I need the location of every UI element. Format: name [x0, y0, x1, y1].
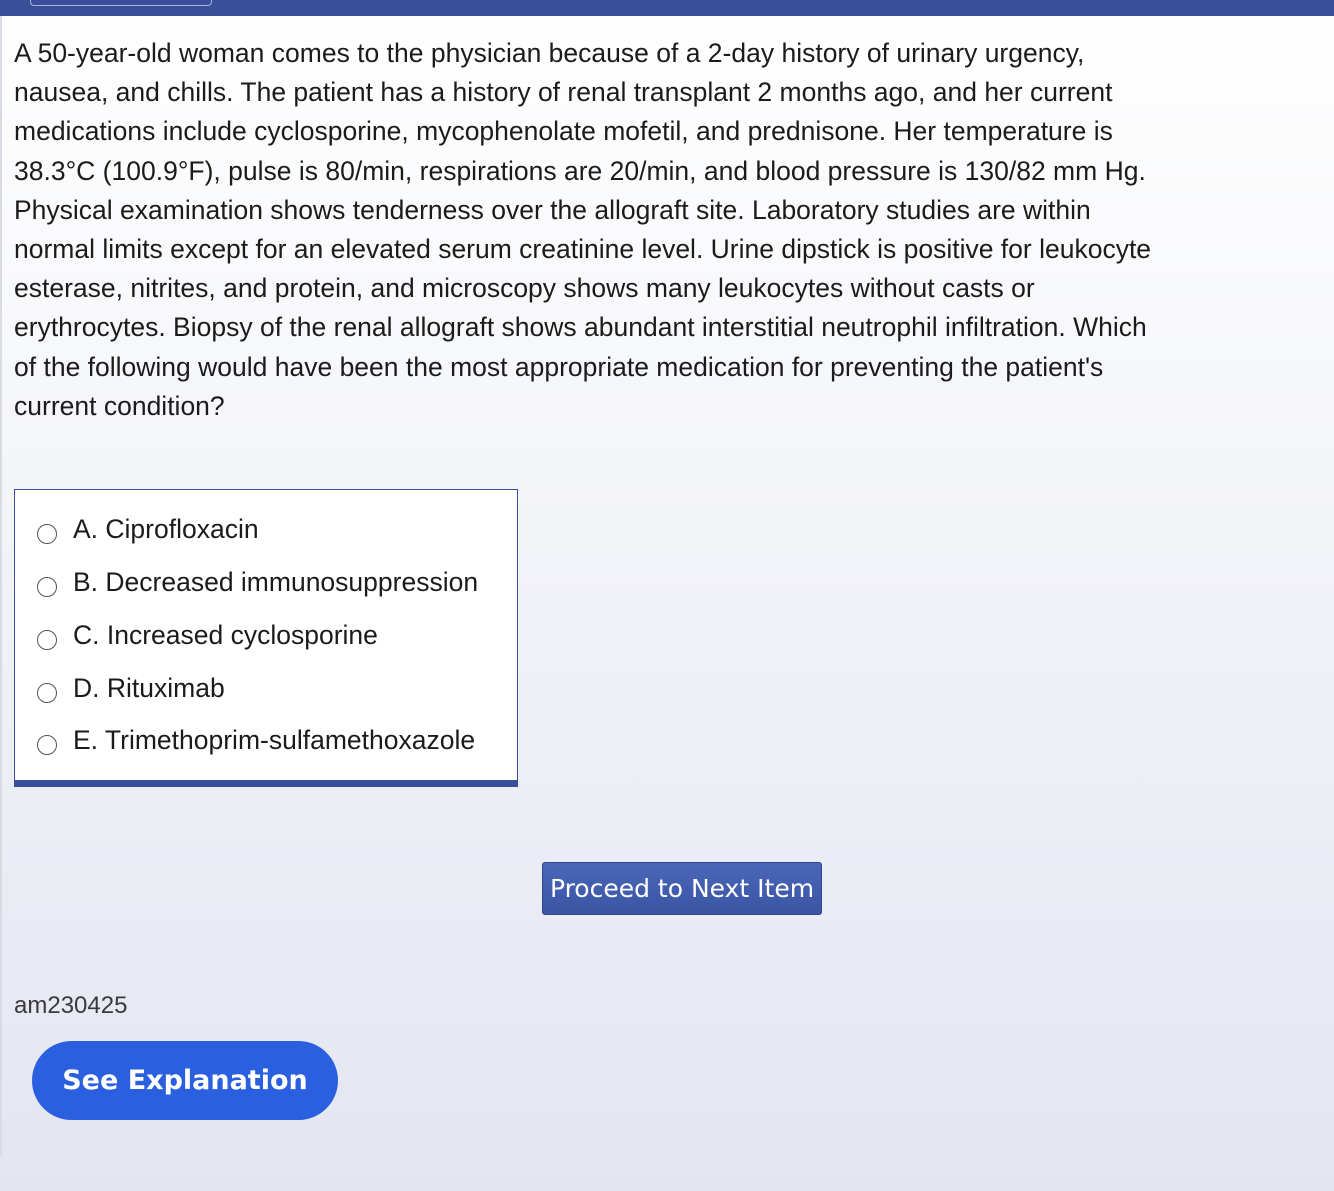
- radio-button-c[interactable]: [37, 630, 57, 650]
- answer-option-label: B. Decreased immunosuppression: [73, 567, 479, 597]
- header-tab[interactable]: [30, 0, 212, 6]
- answer-option-label: A. Ciprofloxacin: [73, 514, 259, 544]
- answer-option-label: C. Increased cyclosporine: [73, 620, 378, 650]
- radio-button-e[interactable]: [37, 735, 57, 755]
- question-id: am230425: [14, 992, 128, 1019]
- answer-option-label: E. Trimethoprim-sulfamethoxazole: [73, 725, 476, 755]
- radio-button-b[interactable]: [37, 577, 57, 597]
- answer-option-a[interactable]: [37, 514, 259, 545]
- answer-option-label: D. Rituximab: [73, 673, 225, 703]
- answer-option-e[interactable]: [37, 725, 475, 756]
- answer-option-d[interactable]: [37, 673, 225, 704]
- see-explanation-button[interactable]: See Explanation: [32, 1041, 338, 1120]
- left-border: [0, 16, 2, 1156]
- top-header-bar: [0, 0, 1334, 16]
- answer-option-b[interactable]: [37, 567, 478, 598]
- answer-choices-box: [14, 489, 518, 787]
- question-stem: A 50-year-old woman comes to the physician because of a 2-day history of urinary urgency, nausea, and chills. The patient has a history of renal transplant 2 months ago, and her current medications include cyclosporine, mycophenolate mofetil, and prednisone. Her temperature is 38.3°C (100.9°F), pulse is 80/min, respirations are 20/min, and blood pressure is 130/82 mm Hg. Physical examination shows tenderness over the allograft site. Laboratory studies are within normal limits except for an elevated serum creatinine level. Urine dipstick is positive for leukocyte esterase, nitrites, and protein, and microscopy shows many leukocytes without casts or erythrocytes. Biopsy of the renal allograft shows abundant interstitial neutrophil infiltration. Which of the following would have been the most appropriate medication for preventing the patient's current condition?: [14, 38, 1152, 421]
- radio-button-d[interactable]: [37, 683, 57, 703]
- proceed-next-item-button[interactable]: Proceed to Next Item: [542, 862, 822, 915]
- radio-button-a[interactable]: [37, 524, 57, 544]
- answer-option-c[interactable]: [37, 620, 378, 651]
